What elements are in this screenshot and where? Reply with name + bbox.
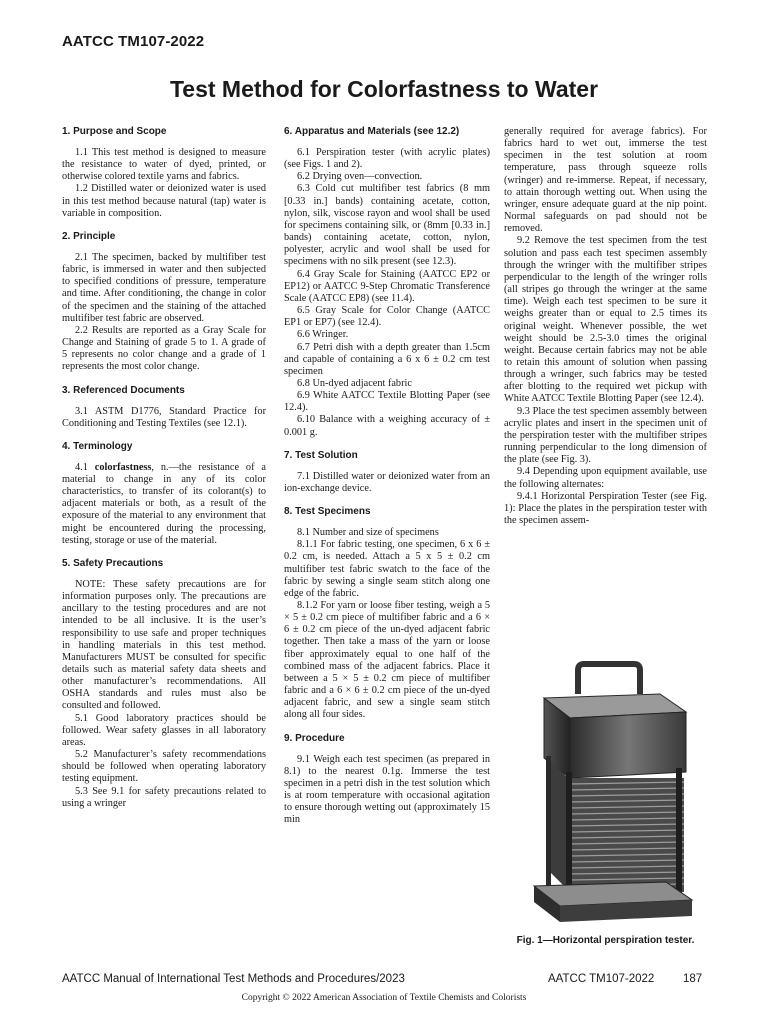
- paragraph-continued: generally required for average fabrics). For fabrics hard to wet out, immerse the test specimen in the test solution at room temperature, pass through squeeze rolls (wringer) and re-immerse. Repeat, if necessary, to attain thorough wetting out. When using the wringer, ensure adequate guard at the nip point. Normal safeguards on pad should not be removed.: [504, 126, 707, 235]
- footer-document-id: AATCC TM107-2022: [548, 973, 655, 985]
- paragraph: 6.9 White AATCC Textile Blotting Paper (see 12.4).: [284, 390, 490, 414]
- column-2: [284, 126, 490, 838]
- paragraph: 5.1 Good laboratory practices should be followed. Wear safety glasses in all laboratory areas.: [62, 712, 266, 748]
- paragraph: 8.1.1 For fabric testing, one specimen, 6 x 6 ± 0.2 cm, is needed. Attach a 5 x 5 ± 0.2 cm multifiber test fabric swatch to the face of the fabric by sewing a single seam stitch along one edge of the fabric.: [284, 539, 490, 599]
- paragraph: 3.1 ASTM D1776, Standard Practice for Conditioning and Testing Textiles (see 12.1).: [62, 405, 266, 429]
- paragraph: 8.1.2 For yarn or loose fiber testing, weigh a 5 × 5 ± 0.2 cm piece of multifiber fabric and a 6 × 6 ± 0.2 cm piece of the un-dyed adjacent fabric together. Then take a mass of the yarn or loose fiber approximately equal to one half of the combined mass of the adjacent fabrics. Place it between a 5 × 5 ± 0.2 cm piece of multifiber fabric and a 6 × 6 ± 0.2 cm piece of the un-dyed adjacent fabric, and sew a single seam stitch along all four sides.: [284, 600, 490, 721]
- paragraph: 6.10 Balance with a weighing accuracy of ± 0.001 g.: [284, 414, 490, 438]
- page-title: Test Method for Colorfastness to Water: [169, 76, 599, 102]
- paragraph-number: 4.1: [75, 461, 95, 473]
- paragraph: 6.8 Un-dyed adjacent fabric: [297, 377, 412, 389]
- section-terminology: [62, 441, 266, 547]
- paragraph: 9.1 Weigh each test specimen (as prepared in 8.1) to the nearest 0.1g. Immerse the test specimen in a petri dish in the test solution which is at room temperature with occasional agitation to ensure thorough wetting out (approximately 15 min: [284, 753, 490, 826]
- section-purpose-scope: [62, 126, 266, 220]
- paragraph: 9.4.1 Horizontal Perspiration Tester (see Fig. 1): Place the plates in the perspiration tester with the specimen assem-: [504, 490, 707, 526]
- section-heading: 3. Referenced Documents: [62, 384, 185, 396]
- perspiration-tester-photo: [526, 660, 696, 932]
- section-safety-precautions: [62, 558, 266, 810]
- safety-note: NOTE: These safety precautions are for information purposes only. The precautions are ancillary to the testing procedures and are not intended to be all inclusive. It is the user’s responsibility to use safe and proper techniques in handling materials in this test method. Manufacturers MUST be consulted for specific details such as material safety data sheets and other manufacturer’s recommendations. All OSHA standards and rules must also be consulted and followed.: [62, 578, 266, 712]
- paragraph: 6.1 Perspiration tester (with acrylic plates) (see Figs. 1 and 2).: [284, 147, 490, 171]
- paragraph: 9.3 Place the test specimen assembly between acrylic plates and insert in the specimen unit of the perspiration tester with the multifiber stripes running perpendicular to the long dimension of the plate (see Fig. 3).: [504, 405, 707, 466]
- section-heading: 4. Terminology: [62, 440, 133, 452]
- section-heading: 2. Principle: [62, 230, 116, 242]
- copyright-notice: Copyright © 2022 American Association of Textile Chemists and Colorists: [241, 993, 527, 1003]
- footer-publication: AATCC Manual of International Test Methods and Procedures/2023: [62, 973, 405, 985]
- figure-caption: Fig. 1—Horizontal perspiration tester.: [516, 935, 695, 946]
- page-number: 187: [683, 973, 703, 985]
- paragraph: 7.1 Distilled water or deionized water from an ion-exchange device.: [284, 470, 490, 494]
- section-procedure: [284, 733, 490, 827]
- paragraph: 6.3 Cold cut multifiber test fabrics (8 mm [0.33 in.] bands) containing acetate, cotton, nylon, silk, viscose rayon and wool shall be used for specimens containing silk, or (8mm [0.33 in.] bands) containing acetate, cotton, nylon, polyester, acrylic and wool shall be used for specimens with no silk present (see 12.3).: [284, 183, 490, 268]
- paragraph: [62, 462, 266, 547]
- column-1: [62, 126, 266, 821]
- defined-term: colorfastness: [94, 461, 152, 473]
- paragraph: 5.3 See 9.1 for safety precautions related to using a wringer: [62, 785, 266, 809]
- section-heading: 1. Purpose and Scope: [62, 126, 167, 137]
- paragraph: 6.7 Petri dish with a depth greater than 1.5cm and capable of containing a 6 x 6 ± 0.2 cm test specimen: [284, 341, 490, 377]
- section-heading: 6. Apparatus and Materials (see 12.2): [284, 126, 460, 137]
- paragraph: 6.4 Gray Scale for Staining (AATCC EP2 or EP12) or AATCC 9-Step Chromatic Transference Scale (AATCC EP8) (see 11.4).: [284, 268, 490, 304]
- column-3: [504, 126, 707, 527]
- paragraph: 6.5 Gray Scale for Color Change (AATCC EP1 or EP7) (see 12.4).: [284, 305, 490, 329]
- paragraph: 6.2 Drying oven—convection.: [297, 171, 423, 183]
- section-test-solution: [284, 450, 490, 495]
- section-referenced-documents: [62, 385, 266, 430]
- paragraph: 1.1 This test method is designed to measure the resistance to water of dyed, printed, or otherwise colored textile yarns and fabrics.: [62, 147, 266, 183]
- paragraph: 9.2 Remove the test specimen from the test solution and pass each test specimen assembly through the wringer with the multifiber stripes perpendicular to the length of the wringer rolls (all stripes go through the wringer at the same time). Weigh each test specimen to be sure it weighs greater than or equal to 2.5 times its original weight. Whenever possible, the wet weight should be 2.5-3.0 times the original weight. Because certain fabrics may not be able to retain this amount of solution when passing through a wringer, such fabrics may be tested after blotting to the required wet pickup with White AATCC Textile Blotting Paper (see 12.4).: [504, 235, 707, 405]
- paragraph: 6.6 Wringer.: [297, 329, 349, 341]
- section-heading: 9. Procedure: [284, 732, 345, 744]
- paragraph: 2.1 The specimen, backed by multifiber test fabric, is immersed in water and then subjected to specified conditions of pressure, temperature and time. After conditioning, the change in color of the specimen and the staining of the attached multifiber test fabric are observed.: [62, 251, 266, 324]
- definition-text: , n.—the resistance of a material to change in any of its color characteristics, to transfer of its colorant(s) to adjacent materials or both, as a result of the exposure of the material to any environment that might be encountered during the processing, testing, storage or use of the material.: [62, 461, 266, 546]
- paragraph: 9.4 Depending upon equipment available, use the following alternates:: [504, 466, 707, 490]
- section-heading: 8. Test Specimens: [284, 506, 371, 518]
- section-principle: [62, 231, 266, 374]
- paragraph: 5.2 Manufacturer’s safety recommendations should be followed when operating laboratory testing equipment.: [62, 749, 266, 785]
- section-heading: 5. Safety Precautions: [62, 557, 164, 569]
- paragraph: 8.1 Number and size of specimens: [297, 527, 439, 539]
- paragraph: 1.2 Distilled water or deionized water is used in this test method because natural (tap) water is variable in composition.: [62, 183, 266, 219]
- section-heading: 7. Test Solution: [284, 449, 358, 461]
- section-test-specimens: [284, 506, 490, 722]
- section-apparatus: [284, 126, 490, 439]
- paragraph: 2.2 Results are reported as a Gray Scale for Change and Staining of grade 5 to 1. A grade of 5 represents no color change and a grade of 1 represents the most color change.: [62, 324, 266, 373]
- document-id-header: AATCC TM107-2022: [62, 33, 205, 50]
